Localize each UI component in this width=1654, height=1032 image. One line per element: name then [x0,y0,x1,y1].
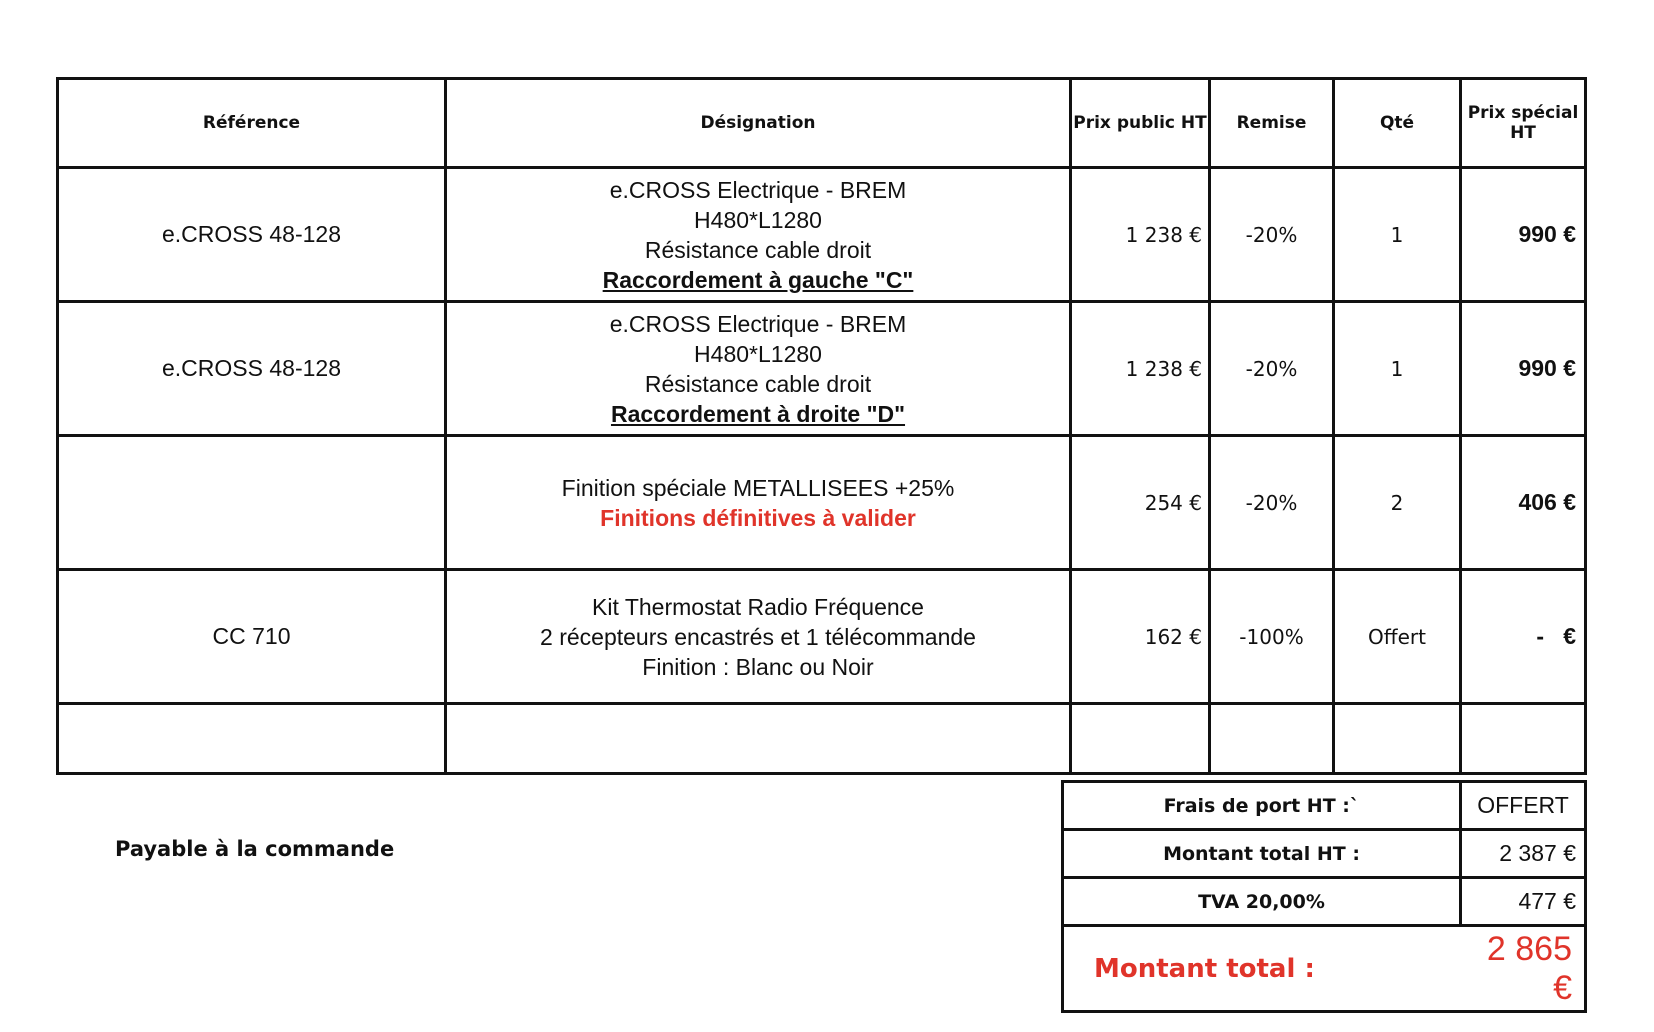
cell-prix-special: 990 € [1461,168,1586,302]
designation-warning-line: Finitions définitives à valider [600,504,916,531]
empty-cell [1071,704,1210,774]
designation-line: Résistance cable droit [644,236,872,263]
cell-designation [446,168,1071,302]
cell-designation [446,302,1071,436]
designation-connection-line: Raccordement à gauche "C" [602,266,914,293]
cell-designation [446,570,1071,704]
cell-prix-public: 254 € [1071,436,1210,570]
designation-connection-line: Raccordement à droite "D" [610,400,906,427]
grand-total-value: 2 865 € [1461,926,1586,1012]
total-ht-label: Montant total HT : [1063,830,1461,878]
cell-qte: 1 [1334,168,1461,302]
cell-prix-special: 990 € [1461,302,1586,436]
tva-label: TVA 20,00% [1063,878,1461,926]
empty-cell [1334,704,1461,774]
header-row [58,79,1586,168]
cell-prix-public: 1 238 € [1071,168,1210,302]
designation-line: Kit Thermostat Radio Fréquence [592,593,924,620]
header-prix-special: Prix spécial HT [1461,79,1586,168]
totals-row-tva [1063,878,1586,926]
cell-remise: -20% [1210,168,1334,302]
designation-line: e.CROSS Electrique - BREM [609,176,907,203]
header-remise: Remise [1210,79,1334,168]
cell-remise: -20% [1210,302,1334,436]
payable-note: Payable à la commande [115,837,395,861]
cell-reference: e.CROSS 48-128 [58,302,446,436]
empty-table-row [58,704,1586,774]
table-row [58,436,1586,570]
designation-line: H480*L1280 [694,206,822,233]
empty-cell [446,704,1071,774]
empty-cell [1210,704,1334,774]
header-qte: Qté [1334,79,1461,168]
totals-table [1061,780,1587,1013]
designation-line: e.CROSS Electrique - BREM [609,310,907,337]
cell-remise: -100% [1210,570,1334,704]
empty-cell [1461,704,1586,774]
designation-line: Finition spéciale METALLISEES +25% [561,474,955,501]
designation-line: Finition : Blanc ou Noir [642,653,874,680]
shipping-value: OFFERT [1461,782,1586,830]
cell-prix-special: - € [1461,570,1586,704]
empty-cell [58,704,446,774]
cell-remise: -20% [1210,436,1334,570]
designation-line: Résistance cable droit [644,370,872,397]
quote-table [56,77,1587,775]
totals-row-grand-total [1063,926,1586,1012]
cell-qte: Offert [1334,570,1461,704]
table-row [58,302,1586,436]
totals-row-shipping [1063,782,1586,830]
header-prix-public: Prix public HT [1071,79,1210,168]
cell-prix-public: 162 € [1071,570,1210,704]
cell-reference: e.CROSS 48-128 [58,168,446,302]
header-reference: Référence [58,79,446,168]
designation-line: 2 récepteurs encastrés et 1 télécommande [540,623,976,650]
tva-value: 477 € [1461,878,1586,926]
cell-prix-public: 1 238 € [1071,302,1210,436]
cell-qte: 1 [1334,302,1461,436]
cell-reference: CC 710 [58,570,446,704]
cell-reference [58,436,446,570]
shipping-label: Frais de port HT :` [1063,782,1461,830]
designation-line: H480*L1280 [694,340,822,367]
total-ht-value: 2 387 € [1461,830,1586,878]
cell-prix-special: 406 € [1461,436,1586,570]
cell-designation [446,436,1071,570]
table-row [58,168,1586,302]
totals-row-total-ht [1063,830,1586,878]
cell-qte: 2 [1334,436,1461,570]
header-designation: Désignation [446,79,1071,168]
table-row [58,570,1586,704]
grand-total-label: Montant total : [1063,926,1461,1012]
